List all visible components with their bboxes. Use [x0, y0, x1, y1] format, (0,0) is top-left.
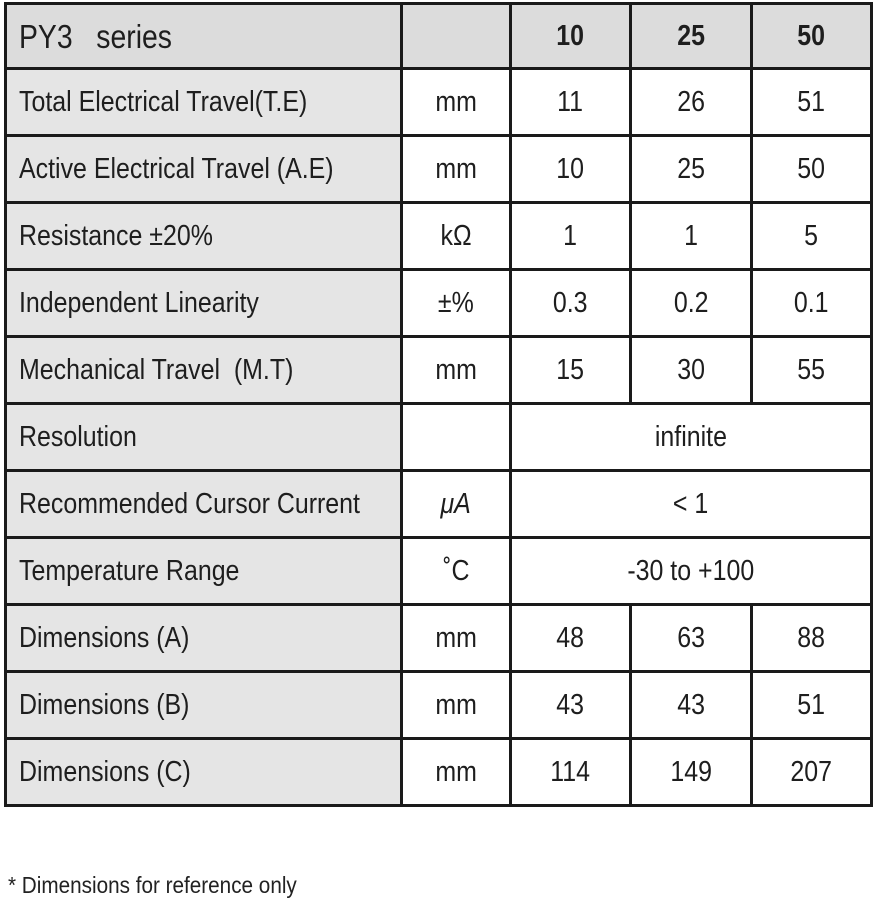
series-title: PY3 series: [19, 17, 173, 55]
row-value-cell: [631, 672, 752, 739]
row-label: Mechanical Travel (M.T): [19, 353, 294, 386]
row-value-cell: [511, 672, 631, 739]
row-unit-cell: [402, 471, 511, 538]
row-value-cell: [752, 672, 872, 739]
row-label: Independent Linearity: [19, 286, 259, 319]
row-value-cell: [752, 605, 872, 672]
row-value-cell: [752, 739, 872, 806]
row-label: Total Electrical Travel(T.E): [19, 85, 308, 118]
row-value: 63: [677, 621, 705, 654]
row-label: Recommended Cursor Current: [19, 487, 360, 520]
model-header: 25: [677, 19, 705, 52]
table-row: [6, 203, 872, 270]
row-unit: kΩ: [440, 219, 472, 252]
row-unit: mm: [435, 85, 477, 118]
row-value: 15: [556, 353, 585, 386]
row-value-cell: [511, 69, 631, 136]
row-label: Dimensions (B): [19, 688, 190, 721]
row-value-cell: [752, 337, 872, 404]
row-label: Dimensions (A): [19, 621, 190, 654]
row-label-cell: [6, 203, 402, 270]
row-unit: μA: [440, 487, 472, 520]
model-header-cell: [631, 4, 752, 69]
row-value-cell: [631, 739, 752, 806]
row-label-cell: [6, 337, 402, 404]
row-label-cell: [6, 69, 402, 136]
row-value: 55: [797, 353, 826, 386]
row-unit-cell: [402, 337, 511, 404]
merged-value-cell: [511, 538, 872, 605]
row-value: 26: [677, 85, 705, 118]
row-value: 0.1: [794, 286, 829, 319]
table-row: [6, 538, 872, 605]
row-value: 51: [797, 688, 826, 721]
row-unit: ˚C: [442, 554, 470, 587]
row-value-cell: [511, 739, 631, 806]
row-label: Dimensions (C): [19, 755, 191, 788]
table-row: [6, 672, 872, 739]
row-label-cell: [6, 270, 402, 337]
row-value: 88: [797, 621, 826, 654]
row-value-cell: [511, 605, 631, 672]
row-unit-cell: [402, 203, 511, 270]
row-value: 51: [797, 85, 826, 118]
row-label-cell: [6, 471, 402, 538]
row-unit-cell: [402, 538, 511, 605]
row-unit: ±%: [438, 286, 474, 319]
row-value-cell: [631, 69, 752, 136]
row-label: Active Electrical Travel (A.E): [19, 152, 334, 185]
table-row: [6, 471, 872, 538]
row-value: 0.3: [553, 286, 588, 319]
row-label-cell: [6, 739, 402, 806]
model-header-cell: [752, 4, 872, 69]
model-header: 50: [797, 19, 826, 52]
row-label-cell: [6, 404, 402, 471]
row-label-cell: [6, 538, 402, 605]
row-value-cell: [631, 203, 752, 270]
row-unit-cell: [402, 404, 511, 471]
row-label: Resolution: [19, 420, 137, 453]
row-value: 30: [677, 353, 705, 386]
row-label: Temperature Range: [19, 554, 240, 587]
row-unit: mm: [435, 152, 477, 185]
row-label-cell: [6, 672, 402, 739]
table-header-row: [6, 4, 872, 69]
merged-value-cell: [511, 404, 872, 471]
row-value: 43: [677, 688, 705, 721]
row-value: 50: [797, 152, 826, 185]
row-value: 25: [677, 152, 705, 185]
row-unit: mm: [435, 353, 477, 386]
table-row: [6, 404, 872, 471]
row-value: 43: [556, 688, 585, 721]
table-row: [6, 69, 872, 136]
row-value: 5: [804, 219, 819, 252]
merged-value: infinite: [654, 420, 728, 453]
row-value-cell: [511, 136, 631, 203]
row-value: 1: [563, 219, 578, 252]
merged-value: < 1: [673, 487, 709, 520]
table-row: [6, 136, 872, 203]
row-label-cell: [6, 136, 402, 203]
unit-header-cell: [402, 4, 511, 69]
row-value-cell: [511, 270, 631, 337]
table-row: [6, 739, 872, 806]
row-unit: mm: [435, 755, 477, 788]
row-value-cell: [631, 605, 752, 672]
row-unit-cell: [402, 672, 511, 739]
row-value-cell: [752, 270, 872, 337]
row-value-cell: [752, 136, 872, 203]
row-value-cell: [631, 270, 752, 337]
row-value-cell: [752, 69, 872, 136]
model-header-cell: [511, 4, 631, 69]
row-unit-cell: [402, 136, 511, 203]
spec-table: [4, 2, 873, 807]
series-title-cell: [6, 4, 402, 69]
row-value: 48: [556, 621, 585, 654]
row-value: 11: [557, 85, 584, 118]
table-row: [6, 605, 872, 672]
merged-value: -30 to +100: [627, 554, 755, 587]
row-value: 114: [550, 755, 591, 788]
row-value-cell: [631, 136, 752, 203]
row-value-cell: [511, 203, 631, 270]
row-label-cell: [6, 605, 402, 672]
row-value-cell: [752, 203, 872, 270]
footnote: * Dimensions for reference only: [8, 872, 297, 898]
row-value-cell: [631, 337, 752, 404]
merged-value-cell: [511, 471, 872, 538]
row-value: 149: [670, 755, 712, 788]
table-row: [6, 337, 872, 404]
row-label: Resistance ±20%: [19, 219, 213, 252]
row-unit-cell: [402, 270, 511, 337]
row-unit-cell: [402, 739, 511, 806]
row-value: 207: [790, 755, 833, 788]
row-value: 0.2: [673, 286, 709, 319]
table-row: [6, 270, 872, 337]
row-unit: mm: [435, 688, 477, 721]
row-unit-cell: [402, 69, 511, 136]
row-value: 1: [684, 219, 698, 252]
row-value-cell: [511, 337, 631, 404]
row-unit: mm: [435, 621, 477, 654]
row-value: 10: [556, 152, 585, 185]
row-unit-cell: [402, 605, 511, 672]
model-header: 10: [556, 19, 585, 52]
